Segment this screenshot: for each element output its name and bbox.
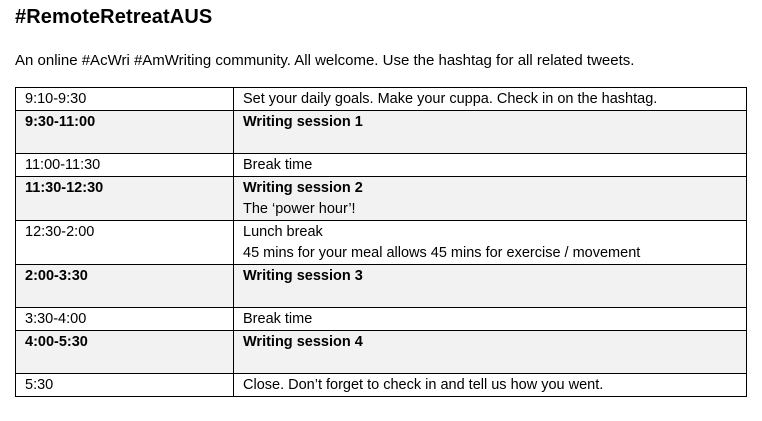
table-row [16, 154, 747, 177]
time-cell: 12:30-2:00 [16, 221, 234, 265]
activity-text: Lunch break [243, 224, 323, 240]
time-cell: 2:00-3:30 [16, 265, 234, 308]
time-cell: 9:10-9:30 [16, 88, 234, 111]
table-row [16, 374, 747, 397]
document-title: #RemoteRetreatAUS [15, 6, 213, 28]
table-row [16, 111, 747, 154]
table-row [16, 265, 747, 308]
activity-text: Writing session 1 [243, 114, 363, 130]
table-row [16, 331, 747, 374]
time-cell: 11:30-12:30 [16, 177, 234, 221]
time-cell: 11:00-11:30 [16, 154, 234, 177]
table-row [16, 177, 747, 221]
table-row [16, 221, 747, 265]
table-row [16, 308, 747, 331]
activity-text: Writing session 2 [243, 180, 363, 196]
intro-paragraph: An online #AcWri #AmWriting community. All welcome. Use the hashtag for all related tweets. [15, 52, 635, 69]
time-cell: 3:30-4:00 [16, 308, 234, 331]
activity-cell [234, 265, 747, 308]
activity-note: The ‘power hour’! [243, 201, 356, 217]
activity-cell [234, 221, 747, 265]
activity-note: 45 mins for your meal allows 45 mins for exercise / movement [243, 245, 641, 261]
activity-cell [234, 331, 747, 374]
table-row [16, 88, 747, 111]
activity-cell [234, 177, 747, 221]
activity-cell [234, 154, 747, 177]
activity-cell [234, 111, 747, 154]
activity-cell [234, 308, 747, 331]
activity-cell [234, 374, 747, 397]
time-cell: 4:00-5:30 [16, 331, 234, 374]
activity-text: Set your daily goals. Make your cuppa. Check in on the hashtag. [243, 91, 658, 107]
time-cell: 5:30 [16, 374, 234, 397]
activity-cell [234, 88, 747, 111]
activity-text: Writing session 3 [243, 268, 363, 284]
activity-text: Writing session 4 [243, 334, 363, 350]
time-cell: 9:30-11:00 [16, 111, 234, 154]
activity-text: Close. Don’t forget to check in and tell us how you went. [243, 377, 604, 393]
activity-text: Break time [243, 157, 313, 173]
schedule-table [15, 87, 747, 397]
activity-text: Break time [243, 311, 313, 327]
